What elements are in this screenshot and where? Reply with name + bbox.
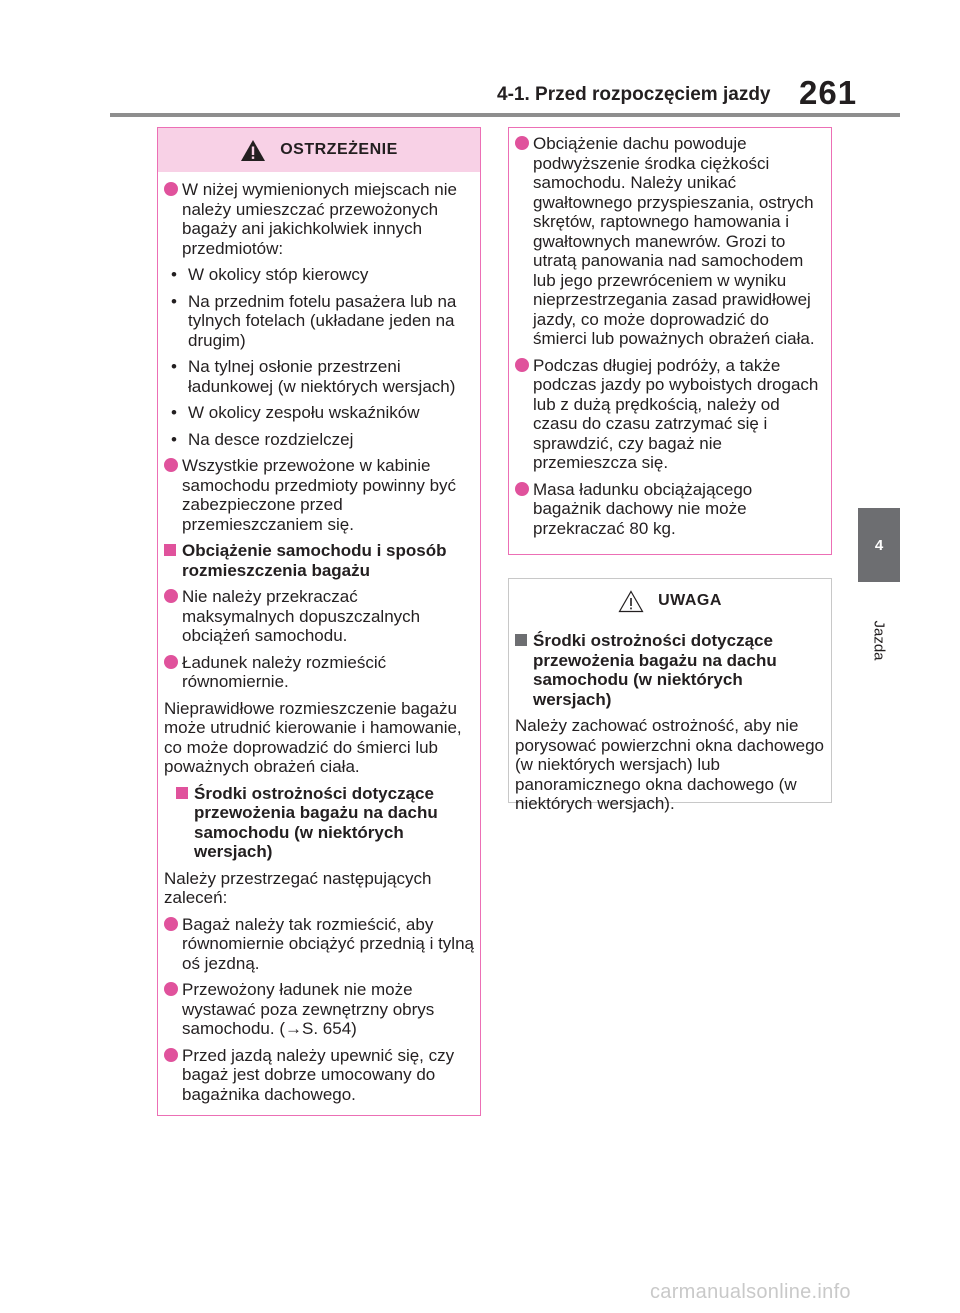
- location-item: • W okolicy stóp kierowcy: [171, 265, 369, 284]
- section-title: 4-1. Przed rozpoczęciem jazdy: [497, 84, 771, 105]
- load-heading: Obciążenie samochodu i sposób rozmieszczenia bagażu: [164, 541, 474, 580]
- list-item: W niżej wymienionych miejscach nie należy umieszczać przewożonych bagaży ani jakichkolwiek innych przedmiotów:: [164, 180, 474, 258]
- bullet-dot-icon: [164, 458, 178, 472]
- bullet-icon: •: [171, 357, 177, 376]
- load-note: Nieprawidłowe rozmieszczenie bagażu może utrudnić kierowanie i hamowanie, co może doprowadzić do śmierci lub poważnych obrażeń ciała.: [164, 698, 462, 776]
- location-item: • W okolicy zespołu wskaźników: [171, 403, 420, 422]
- warning-continued-content: [509, 128, 831, 538]
- notice-text: Należy zachować ostrożność, aby nie porysować powierzchni okna dachowego (w niektórych wersjach) lub panoramicznego okna dachowego (w niektórych wersjach).: [515, 716, 825, 813]
- bullet-dot-icon: [164, 982, 178, 996]
- bullet-icon: •: [171, 291, 177, 311]
- roof-heading: Środki ostrożności dotyczące przewożenia bagażu na dachu samochodu (w niektórych wersjach): [176, 784, 474, 862]
- warning-title: OSTRZEŻENIE: [280, 141, 398, 158]
- chapter-label: [858, 610, 900, 670]
- bullet-dot-icon: [164, 589, 178, 603]
- warning-triangle-icon: [240, 139, 266, 162]
- square-marker-icon: [164, 544, 176, 556]
- notice-box: [508, 578, 832, 813]
- chapter-number: 4: [874, 536, 884, 554]
- list-item: Podczas długiej podróży, a także podczas jazdy po wyboistych drogach lub z dużą prędkością, należy od czasu do czasu zatrzymać się i sprawdzić, czy bagaż nie przemieszcza się.: [515, 356, 825, 473]
- bullet-dot-icon: [515, 358, 529, 372]
- list-item: Nie należy przekraczać maksymalnych dopuszczalnych obciążeń samochodu.: [164, 587, 474, 646]
- bullet-icon: •: [171, 403, 177, 422]
- warning-content: [158, 172, 480, 1104]
- bullet-icon: •: [171, 265, 177, 284]
- caution-triangle-icon: [618, 590, 644, 613]
- list-item: Wszystkie przewożone w kabinie samochodu przedmioty powinny być zabezpieczone przed przemieszczaniem się.: [164, 456, 474, 534]
- square-marker-icon: [515, 634, 527, 646]
- watermark-text: carmanualsonline.info: [650, 1281, 851, 1303]
- bullet-dot-icon: [515, 136, 529, 150]
- bullet-dot-icon: [164, 1048, 178, 1062]
- list-item: Bagaż należy tak rozmieścić, aby równomiernie obciążyć przednią i tylną oś jezdną.: [164, 915, 474, 974]
- bullet-dot-icon: [164, 655, 178, 669]
- list-item: Ładunek należy rozmieścić równomiernie.: [164, 653, 474, 692]
- warning-box: [157, 127, 481, 1116]
- list-item: Przed jazdą należy upewnić się, czy bagaż jest dobrze umocowany do bagażnika dachowego.: [164, 1046, 474, 1105]
- warning-box-header: [158, 128, 480, 172]
- header-divider: [110, 113, 900, 117]
- bullet-dot-icon: [164, 182, 178, 196]
- bullet-dot-icon: [164, 917, 178, 931]
- page-number: 261: [799, 74, 858, 111]
- roof-intro: Należy przestrzegać następujących zaleceń:: [164, 868, 432, 907]
- list-item: Masa ładunku obciążającego bagażnik dachowy nie może przekraczać 80 kg.: [515, 480, 825, 539]
- list-item: Przewożony ładunek nie może wystawać poza zewnętrzny obrys samochodu. (→S. 654): [164, 980, 474, 1039]
- location-item: • Na przednim fotelu pasażera lub na tylnych fotelach (układane jeden na drugim): [171, 291, 457, 350]
- bullet-dot-icon: [515, 482, 529, 496]
- warning-box-continued: [508, 127, 832, 555]
- notice-box-header: [509, 579, 831, 623]
- bullet-icon: •: [171, 429, 177, 449]
- chapter-tab[interactable]: [858, 508, 900, 582]
- notice-content: [509, 623, 831, 814]
- square-marker-icon: [176, 787, 188, 799]
- notice-heading: Środki ostrożności dotyczące przewożenia bagażu na dachu samochodu (w niektórych wersjach): [515, 631, 825, 709]
- location-item: • Na tylnej osłonie przestrzeni ładunkowej (w niektórych wersjach): [171, 357, 456, 396]
- notice-title: UWAGA: [658, 592, 722, 609]
- chapter-label-text: Jazda: [870, 619, 888, 661]
- location-item: • Na desce rozdzielczej: [171, 429, 354, 449]
- list-item: Obciążenie dachu powoduje podwyższenie środka ciężkości samochodu. Należy unikać gwałtownego przyspieszania, ostrych skrętów, raptownego hamowania i gwałtownych manewrów. Grozi to utratą panowania nad samochodem lub jego przewróceniem w wyniku nieprzestrzegania zasad prawidłowej jazdy, co może doprowadzić do śmierci lub poważnych obrażeń ciała.: [515, 134, 825, 349]
